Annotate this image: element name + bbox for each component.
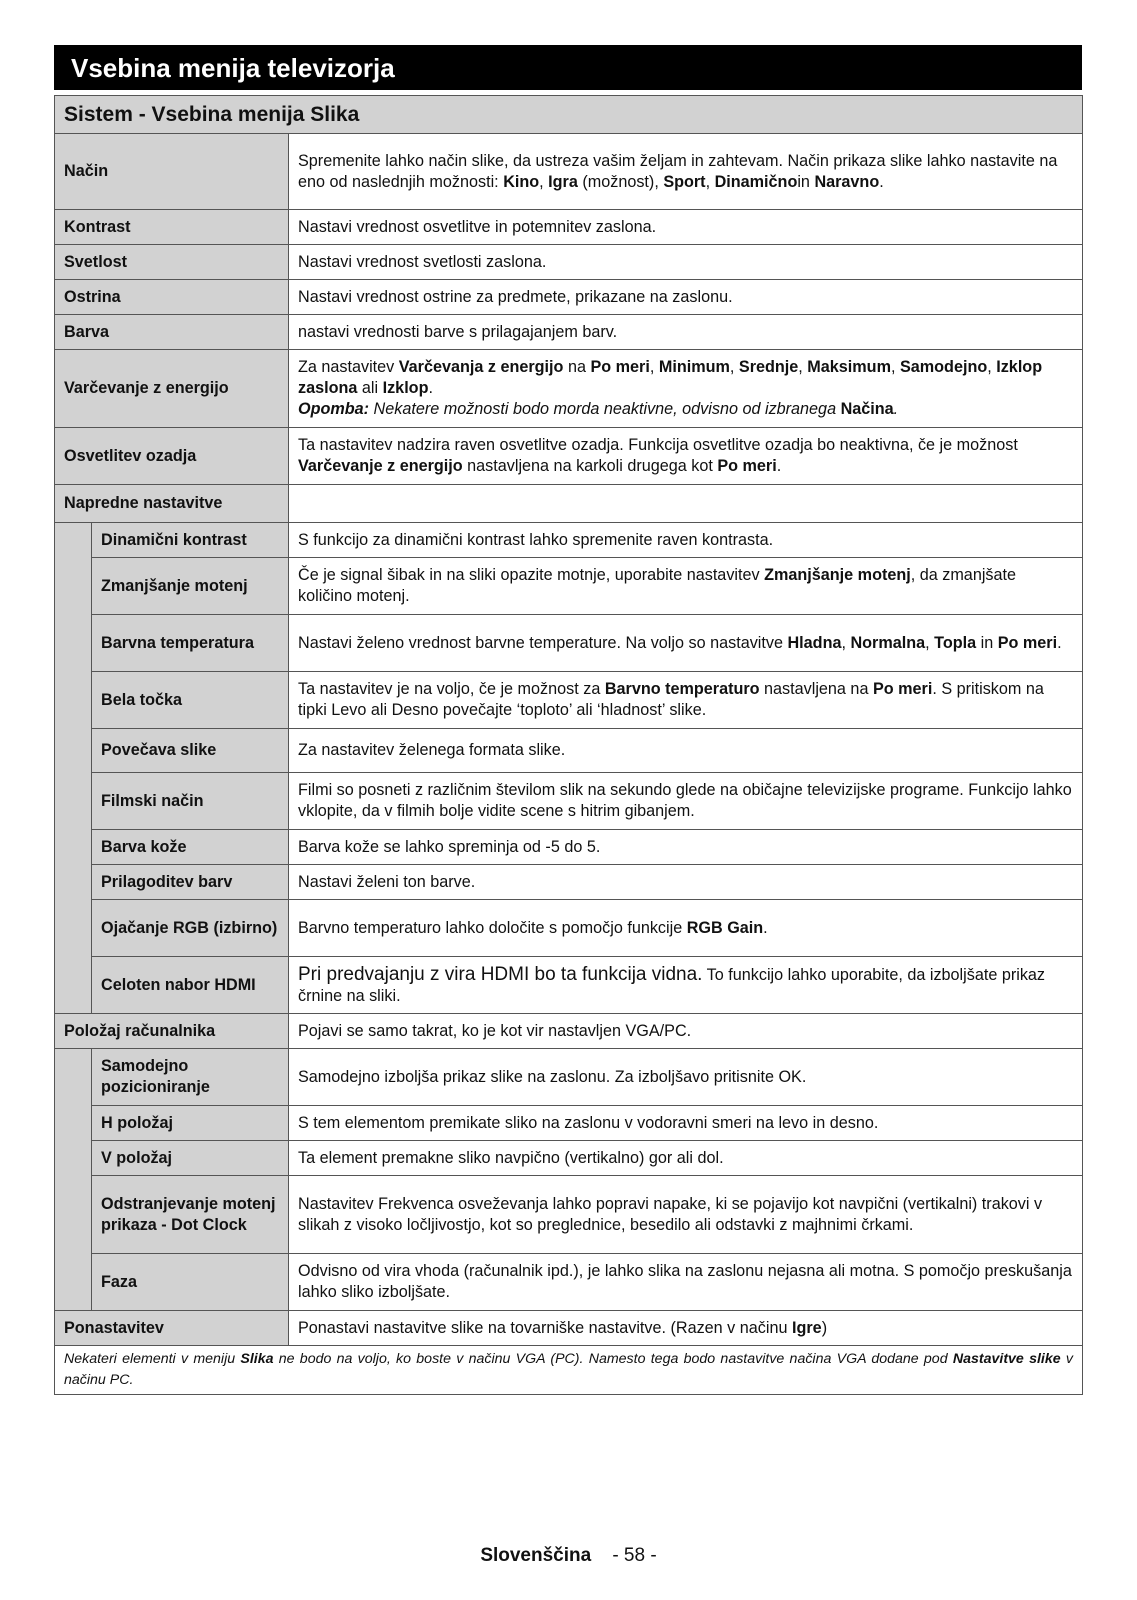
indent-gutter <box>55 1106 92 1141</box>
row-label: Zmanjšanje motenj <box>92 558 289 615</box>
indent-gutter <box>55 865 92 900</box>
indent-gutter <box>55 900 92 957</box>
row-label: Položaj računalnika <box>55 1014 289 1049</box>
row-label: Barva kože <box>92 830 289 865</box>
page-banner: Vsebina menija televizorja <box>54 45 1082 90</box>
page-number: - 58 - <box>612 1545 657 1566</box>
table-row <box>55 900 1083 957</box>
indent-gutter <box>55 615 92 672</box>
indent-gutter <box>55 1141 92 1176</box>
row-label: Barva <box>55 315 289 350</box>
row-label: Filmski način <box>92 773 289 830</box>
row-description: Filmi so posneti z različnim številom slik na sekundo glede na običajne televizijske programe. Funkcijo lahko vklopite, da v filmih bolje vidite scene s hitrim gibanjem. <box>289 773 1083 830</box>
row-description: Barva kože se lahko spreminja od -5 do 5. <box>289 830 1083 865</box>
table-row <box>55 428 1083 485</box>
row-description: Za nastavitev želenega formata slike. <box>289 729 1083 773</box>
table-row <box>55 1254 1083 1311</box>
table-row <box>55 558 1083 615</box>
table-row <box>55 1049 1083 1106</box>
row-description: Pri predvajanju z vira HDMI bo ta funkcija vidna. To funkcijo lahko uporabite, da izboljšate prikaz črnine na sliki. <box>289 957 1083 1014</box>
row-description: Nastavitev Frekvenca osveževanja lahko popravi napake, ki se pojavijo kot navpični (vertikalni) trakovi v slikah z visoko ločljivostjo, kot so preglednice, besedilo ali odstavki z majhnimi črkami. <box>289 1176 1083 1254</box>
section-title: Sistem - Vsebina menija Slika <box>55 96 1083 134</box>
row-description: Če je signal šibak in na sliki opazite motnje, uporabite nastavitev Zmanjšanje motenj, da zmanjšate količino motenj. <box>289 558 1083 615</box>
row-description: Nastavi želeno vrednost barvne temperature. Na voljo so nastavitve Hladna, Normalna, Topla in Po meri. <box>289 615 1083 672</box>
row-label: Celoten nabor HDMI <box>92 957 289 1014</box>
row-label: Ponastavitev <box>55 1311 289 1346</box>
row-label: Napredne nastavitve <box>55 485 289 523</box>
indent-gutter <box>55 957 92 1014</box>
table-row <box>55 134 1083 210</box>
table-row <box>55 1106 1083 1141</box>
indent-gutter <box>55 1049 92 1106</box>
row-label: H položaj <box>92 1106 289 1141</box>
table-row <box>55 773 1083 830</box>
indent-gutter <box>55 830 92 865</box>
row-label: Ojačanje RGB (izbirno) <box>92 900 289 957</box>
row-description: Ponastavi nastavitve slike na tovarniške nastavitve. (Razen v načinu Igre) <box>289 1311 1083 1346</box>
row-label: Osvetlitev ozadja <box>55 428 289 485</box>
indent-gutter <box>55 773 92 830</box>
row-label: Povečava slike <box>92 729 289 773</box>
row-description: S tem elementom premikate sliko na zaslonu v vodoravni smeri na levo in desno. <box>289 1106 1083 1141</box>
table-row <box>55 485 1083 523</box>
row-label: Odstranjevanje motenj prikaza - Dot Clock <box>92 1176 289 1254</box>
row-description: nastavi vrednosti barve s prilagajanjem barv. <box>289 315 1083 350</box>
table-row <box>55 1346 1083 1395</box>
table-row <box>55 350 1083 428</box>
table-row <box>55 1176 1083 1254</box>
table-row <box>55 1311 1083 1346</box>
row-description: Nastavi vrednost osvetlitve in potemnitev zaslona. <box>289 210 1083 245</box>
table-row <box>55 615 1083 672</box>
table-row <box>55 672 1083 729</box>
row-description: Samodejno izboljša prikaz slike na zaslonu. Za izboljšavo pritisnite OK. <box>289 1049 1083 1106</box>
page-footer <box>0 1545 1137 1567</box>
table-row <box>55 865 1083 900</box>
row-description: S funkcijo za dinamični kontrast lahko spremenite raven kontrasta. <box>289 523 1083 558</box>
footnote: Nekateri elementi v meniju Slika ne bodo na voljo, ko boste v načinu VGA (PC). Namesto tega bodo nastavitve načina VGA dodane pod Nastavitve slike v načinu PC. <box>55 1346 1083 1395</box>
row-label: V položaj <box>92 1141 289 1176</box>
row-label: Varčevanje z energijo <box>55 350 289 428</box>
row-label: Prilagoditev barv <box>92 865 289 900</box>
row-description: Ta nastavitev nadzira raven osvetlitve ozadja. Funkcija osvetlitve ozadja bo neaktivna, če je možnost Varčevanje z energijo nastavljena na karkoli drugega kot Po meri. <box>289 428 1083 485</box>
table-row <box>55 280 1083 315</box>
row-label: Bela točka <box>92 672 289 729</box>
table-row <box>55 729 1083 773</box>
row-label: Ostrina <box>55 280 289 315</box>
footer-language: Slovenščina <box>480 1545 592 1566</box>
indent-gutter <box>55 729 92 773</box>
indent-gutter <box>55 558 92 615</box>
row-label: Barvna temperatura <box>92 615 289 672</box>
indent-gutter <box>55 1176 92 1254</box>
row-description: Nastavi želeni ton barve. <box>289 865 1083 900</box>
indent-gutter <box>55 672 92 729</box>
table-row <box>55 830 1083 865</box>
menu-table <box>54 95 1083 1395</box>
table-row <box>55 210 1083 245</box>
row-label: Faza <box>92 1254 289 1311</box>
indent-gutter <box>55 1254 92 1311</box>
row-description: Barvno temperaturo lahko določite s pomočjo funkcije RGB Gain. <box>289 900 1083 957</box>
row-label: Kontrast <box>55 210 289 245</box>
indent-gutter <box>55 523 92 558</box>
row-label: Samodejno pozicioniranje <box>92 1049 289 1106</box>
row-description <box>289 485 1083 523</box>
row-label: Svetlost <box>55 245 289 280</box>
row-description: Spremenite lahko način slike, da ustreza vašim željam in zahtevam. Način prikaza slike lahko nastavite na eno od naslednjih možnosti: Kino, Igra (možnost), Sport, Dinamičnoin Naravno. <box>289 134 1083 210</box>
row-description: Nastavi vrednost ostrine za predmete, prikazane na zaslonu. <box>289 280 1083 315</box>
table-row <box>55 957 1083 1014</box>
table-row <box>55 1014 1083 1049</box>
table-row <box>55 315 1083 350</box>
row-description: Odvisno od vira vhoda (računalnik ipd.), je lahko slika na zaslonu nejasna ali motna. S pomočjo preskušanja lahko sliko izboljšate. <box>289 1254 1083 1311</box>
row-description: Nastavi vrednost svetlosti zaslona. <box>289 245 1083 280</box>
table-row <box>55 1141 1083 1176</box>
table-row <box>55 245 1083 280</box>
row-label: Dinamični kontrast <box>92 523 289 558</box>
table-row <box>55 523 1083 558</box>
row-description: Ta nastavitev je na voljo, če je možnost za Barvno temperaturo nastavljena na Po meri. S pritiskom na tipki Levo ali Desno povečajte ‘toploto’ ali ‘hladnost’ slike. <box>289 672 1083 729</box>
row-description: Za nastavitev Varčevanja z energijo na Po meri, Minimum, Srednje, Maksimum, Samodejno, Izklop zaslona ali Izklop. Opomba: Nekatere možnosti bodo morda neaktivne, odvisno od izbranega Načina. <box>289 350 1083 428</box>
row-description: Ta element premakne sliko navpično (vertikalno) gor ali dol. <box>289 1141 1083 1176</box>
row-description: Pojavi se samo takrat, ko je kot vir nastavljen VGA/PC. <box>289 1014 1083 1049</box>
row-label: Način <box>55 134 289 210</box>
